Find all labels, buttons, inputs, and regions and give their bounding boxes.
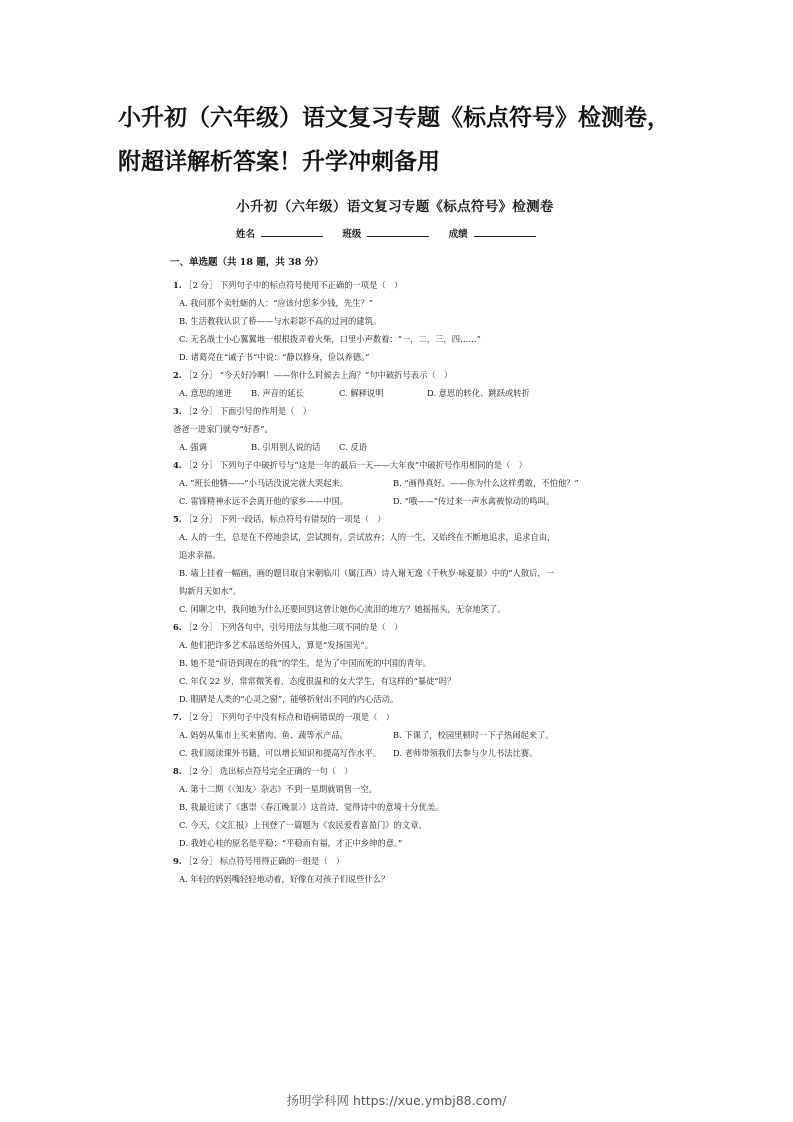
question-stem (173, 852, 630, 870)
answer-option: C. 反语 (339, 442, 367, 452)
answer-option-row (173, 744, 630, 762)
headline-line-2: 附超详解析答案！升学冲刺备用 (118, 149, 440, 175)
question-stem (173, 456, 630, 474)
question-text: ［2 分］ 选出标点符号完全正确的一句（ ） (181, 766, 353, 776)
question-text: ［2 分］ “今天好冷啊！——你什么时候去上海？”句中破折号表示（ ） (181, 370, 453, 380)
answer-option: C. 今天，《文汇报》上刊登了一篇题为《农民爱看喜盈门》的文章。 (179, 820, 427, 830)
question-text: ［2 分］ 下列一段话，标点符号有错误的一项是（ ） (181, 514, 386, 524)
answer-option-row (173, 384, 630, 402)
question-list (160, 276, 630, 888)
answer-option: A. 人的一生，总是在不停地尝试，尝试拥有，尝试放弃；人的一生，又始终在不断地追求，追求自由， (179, 532, 556, 542)
scanned-document (160, 195, 630, 884)
answer-option: C. 年仅 22 岁，常常微笑着，态度很温和的女大学生，有这样的“暴徒”吗？ (179, 676, 456, 686)
answer-option: A. 强调 (179, 442, 207, 452)
document-title: 小升初（六年级）语文复习专题《标点符号》检测卷 (236, 199, 554, 215)
answer-option: B. “画得真好。——你为什么这样勇敢，不怕他？” (393, 478, 579, 488)
answer-option: A. 年轻的妈妈嘴轻轻地动着，好像在对孩子们说些什么？ (179, 874, 390, 884)
answer-option: C. 闲聊之中，我问她为什么还要回到这曾让她伤心流泪的地方？她摇摇头，无奈地笑了。 (179, 604, 506, 614)
answer-option: A. 他们把许多艺术品送给外国人，算是“发扬国光”。 (179, 640, 373, 650)
question-text: ［2 分］ 标点符号用得正确的一组是（ ） (181, 856, 345, 866)
answer-option: B. 生活教我认识了桥——与水彩影不高的过河的建筑。 (179, 316, 382, 326)
question-text: ［2 分］ 下列句子中的标点符号使用不正确的一项是（ ） (181, 280, 403, 290)
question-text: ［2 分］ 下面引号的作用是（ ） (181, 406, 312, 416)
question-number: 9. (173, 856, 182, 866)
question-stem (173, 762, 630, 780)
question-stem (173, 510, 630, 528)
answer-option-row (173, 726, 630, 744)
question-text: ［2 分］ 下列句子中破折号与“这是一年的最后一天——大年夜”中破折号作用相同的是（ ） (181, 460, 527, 470)
answer-option-row (173, 492, 630, 510)
question-stem (173, 402, 630, 420)
answer-option: 追求幸福。 (179, 550, 221, 560)
question-item (173, 276, 630, 366)
site-footer: 扬明学科网 https://xue.ymbj88.com/ (286, 1093, 507, 1108)
answer-option-row (173, 474, 630, 492)
question-stem (173, 276, 630, 294)
answer-option: B. 她不是“莳语到现在的我”的学生，是为了中国而死的中国的青年。 (179, 658, 432, 668)
answer-option-row (173, 438, 630, 456)
answer-option: C. 无名战士小心翼翼地一根根拨弄着火柴，口里小声数着：“一，二，三，四……” (179, 334, 481, 344)
question-item (173, 708, 630, 762)
question-number: 3. (173, 406, 182, 416)
question-text: ［2 分］ 下列句子中没有标点和语病错误的一项是（ ） (181, 712, 394, 722)
class-blank (367, 227, 429, 237)
question-text: ［2 分］ 下列各句中，引号用法与其他三项不同的是（ ） (181, 622, 403, 632)
question-stem (173, 708, 630, 726)
answer-option: D. 意思的转化、跳跃或转折 (427, 388, 530, 398)
answer-option: A. 妈妈从集市上买来猪肉、鱼、蔬等水产品。 (179, 730, 348, 740)
answer-option: D. 我姓心桂的原名是平稳：“平稳而有福，才正中乡绅的意。” (179, 838, 403, 848)
answer-option: A. “班长他牺——”小马话没说完就大哭起来。 (179, 478, 349, 488)
name-blank (261, 227, 323, 237)
section-heading: 一、单选题（共 18 题，共 38 分） (170, 257, 324, 268)
answer-option: A. 意思的递进 (179, 388, 232, 398)
answer-option: C. 我们阅读课外书籍，可以增长知识和提高写作水平。 (179, 748, 382, 758)
question-item (173, 366, 630, 402)
answer-option: B. 下课了，校园里顿时一下子热闹起来了。 (393, 730, 554, 740)
answer-option: B. 声音的延长 (251, 388, 304, 398)
class-label: 班级 (342, 229, 362, 240)
question-item (173, 618, 630, 708)
answer-option: B. 墙上挂着一幅画，画的题目取自宋朝临川（属江西）诗人谢无逸《千秋岁·咏夏景》中的“人散后，一 (179, 568, 555, 578)
question-number: 2. (173, 370, 182, 380)
question-item (173, 456, 630, 510)
question-item (173, 402, 630, 456)
answer-option: B. 引用别人说的话 (251, 442, 321, 452)
question-number: 7. (173, 712, 182, 722)
score-label: 成绩 (448, 229, 468, 240)
question-item (173, 762, 630, 852)
article-headline (118, 96, 718, 184)
answer-option: C. 解释说明 (339, 388, 384, 398)
headline-line-1: 小升初（六年级）语文复习专题《标点符号》检测卷， (118, 105, 670, 131)
answer-option: 钩新月天如水”。 (179, 586, 242, 596)
question-stem (173, 366, 630, 384)
score-blank (474, 227, 536, 237)
answer-option: B. 我最近读了《惠崇〈春江晚景〉》这首诗，觉得诗中的意境十分优美。 (179, 802, 444, 812)
answer-option: C. 雷锋精神永远不会离开他的家乡——中国。 (179, 496, 348, 506)
answer-option: D. 老师带领我们去参与少儿书法比赛。 (393, 748, 538, 758)
question-quote: 爸爸一进家门就夸“好香”。 (173, 424, 273, 434)
question-number: 1. (173, 280, 182, 290)
question-item (173, 510, 630, 618)
answer-option: D. “哦——”传过来一声水禽被惊动的鸣叫。 (393, 496, 555, 506)
question-number: 6. (173, 622, 182, 632)
question-stem (173, 618, 630, 636)
answer-option: A. 第十二期《〈知友〉杂志》不到一星期就销售一空。 (179, 784, 377, 794)
answer-option: A. 我问那个卖牡蛎的人：“应该付您多少钱，先生？” (179, 298, 373, 308)
question-number: 8. (173, 766, 182, 776)
answer-option: D. 诸葛亮在“诫子书”中说：“静以修身，俭以养德。” (179, 352, 370, 362)
student-info-fields (236, 226, 630, 240)
question-number: 5. (173, 514, 182, 524)
name-label: 姓名 (236, 229, 256, 240)
answer-option: D. 眼睛是人类的“心灵之窗”，能够折射出不同的内心活动。 (179, 694, 399, 704)
question-item (173, 852, 630, 888)
question-number: 4. (173, 460, 182, 470)
